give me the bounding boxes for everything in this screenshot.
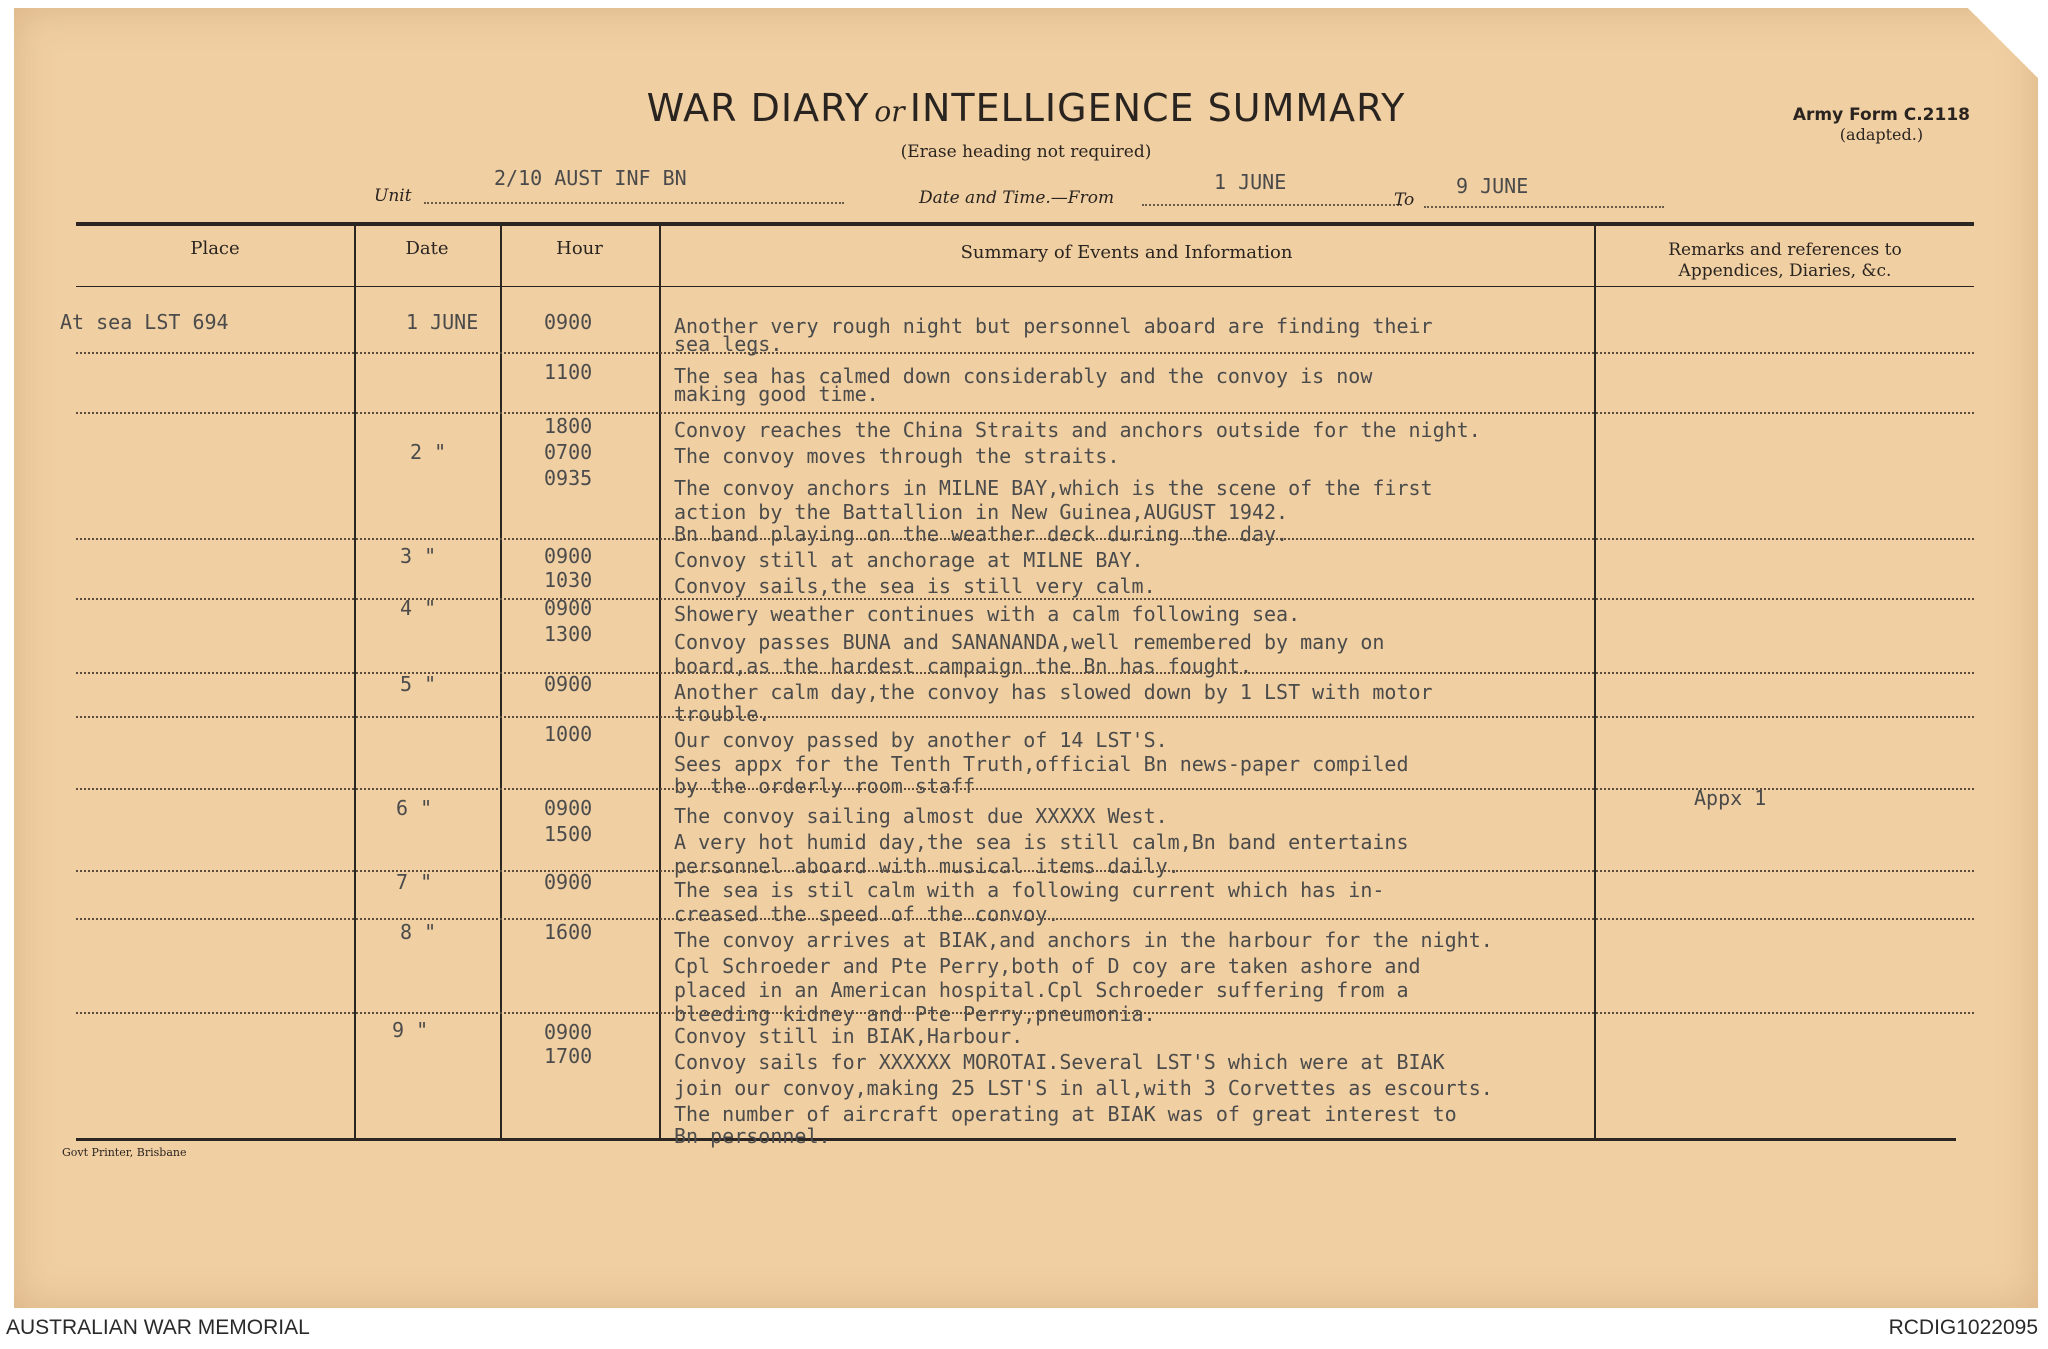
form-number-text: Army Form C.2118 bbox=[1792, 105, 1970, 125]
entry-0-place: At sea LST 694 bbox=[60, 310, 229, 334]
title-war-diary: WAR DIARY bbox=[646, 86, 870, 130]
entry-11-hour: 0900 bbox=[544, 796, 593, 820]
entry-16-line-1: join our convoy,making 25 LST'S in all,with 3 Corvettes as escourts. bbox=[674, 1076, 1493, 1100]
date-to-value: 9 JUNE bbox=[1456, 174, 1529, 198]
entry-10-line-0: Our convoy passed by another of 14 LST'S. bbox=[674, 728, 1168, 752]
row-divider bbox=[76, 1012, 1974, 1014]
entry-5-date: 3 " bbox=[400, 544, 437, 568]
entry-12-line-1: personnel aboard with musical items daily. bbox=[674, 854, 1180, 878]
entry-11-line-0: The convoy sailing almost due XXXXX West. bbox=[674, 804, 1168, 828]
diary-sheet bbox=[14, 8, 2038, 1308]
col-rule-hour bbox=[659, 222, 661, 1138]
column-header-place: Place bbox=[190, 238, 240, 259]
entry-14-date: 8 " bbox=[400, 920, 437, 944]
entry-12-line-0: A very hot humid day,the sea is still calm,Bn band entertains bbox=[674, 830, 1409, 854]
entry-1-line-1: making good time. bbox=[674, 382, 879, 406]
entry-8-hour: 1300 bbox=[544, 622, 593, 646]
entry-16-line-3: Bn personnel. bbox=[674, 1124, 831, 1148]
remarks-header-line2: Appendices, Diaries, &c. bbox=[1678, 261, 1892, 281]
entry-16-hour: 1700 bbox=[544, 1044, 593, 1068]
entry-8-line-0: Convoy passes BUNA and SANANANDA,well remembered by many on bbox=[674, 630, 1385, 654]
footer-image-id: RCDIG1022095 bbox=[1888, 1316, 2038, 1339]
row-divider bbox=[76, 598, 1974, 600]
table-top-rule bbox=[76, 222, 1974, 226]
entry-13-line-1: creased the speed of the convoy. bbox=[674, 902, 1060, 926]
col-rule-place bbox=[354, 222, 356, 1138]
entry-7-hour: 0900 bbox=[544, 596, 593, 620]
row-divider bbox=[76, 538, 1974, 540]
column-header-hour: Hour bbox=[556, 238, 603, 259]
entry-13-date: 7 " bbox=[396, 870, 433, 894]
row-divider bbox=[76, 352, 1974, 354]
entry-5-line-0: Convoy still at anchorage at MILNE BAY. bbox=[674, 548, 1144, 572]
entry-1-hour: 1100 bbox=[544, 360, 593, 384]
col-rule-date bbox=[500, 222, 502, 1138]
entry-10-line-2: by the orderly room staff bbox=[674, 774, 976, 798]
entry-16-line-0: Convoy sails for XXXXXX MOROTAI.Several LST'S which were at BIAK bbox=[674, 1050, 1445, 1074]
entry-3-hour: 0700 bbox=[544, 440, 593, 464]
unit-value: 2/10 AUST INF BN bbox=[494, 166, 687, 190]
entry-7-line-0: Showery weather continues with a calm following sea. bbox=[674, 602, 1301, 626]
entry-9-line-1: trouble. bbox=[674, 702, 771, 726]
row-divider bbox=[76, 788, 1974, 790]
form-adapted: (adapted.) bbox=[1839, 125, 1924, 144]
entry-9-hour: 0900 bbox=[544, 672, 593, 696]
date-to-dots bbox=[1424, 206, 1664, 208]
column-header-remarks bbox=[1596, 240, 1974, 282]
entry-4-line-0: The convoy anchors in MILNE BAY,which is the scene of the first bbox=[674, 476, 1433, 500]
table-bottom-rule bbox=[76, 1138, 1956, 1141]
title-or: or bbox=[874, 95, 905, 128]
printer-imprint: Govt Printer, Brisbane bbox=[62, 1146, 187, 1159]
entry-10-line-1: Sees appx for the Tenth Truth,official Bn news-paper compiled bbox=[674, 752, 1409, 776]
column-header-date: Date bbox=[405, 238, 449, 259]
entry-2-line-0: Convoy reaches the China Straits and anchors outside for the night. bbox=[674, 418, 1481, 442]
entry-8-line-1: board,as the hardest campaign the Bn has fought. bbox=[674, 654, 1252, 678]
entry-4-hour: 0935 bbox=[544, 466, 593, 490]
date-from-value: 1 JUNE bbox=[1214, 170, 1287, 194]
entry-14-hour: 1600 bbox=[544, 920, 593, 944]
entry-6-line-0: Convoy sails,the sea is still very calm. bbox=[674, 574, 1156, 598]
entry-14-line-1: Cpl Schroeder and Pte Perry,both of D coy are taken ashore and bbox=[674, 954, 1421, 978]
date-from-dots bbox=[1142, 204, 1402, 206]
entry-15-line-0: Convoy still in BIAK,Harbour. bbox=[674, 1024, 1024, 1048]
entry-2-hour: 1800 bbox=[544, 414, 593, 438]
entry-4-line-1: action by the Battallion in New Guinea,AUGUST 1942. bbox=[674, 500, 1289, 524]
row-divider bbox=[76, 672, 1974, 674]
unit-dots bbox=[424, 202, 844, 204]
row-divider bbox=[76, 918, 1974, 920]
entry-7-date: 4 " bbox=[400, 596, 437, 620]
entry-9-date: 5 " bbox=[400, 672, 437, 696]
entry-13-hour: 0900 bbox=[544, 870, 593, 894]
date-from-label: Date and Time.—From bbox=[919, 188, 1115, 208]
entry-16-line-2: The number of aircraft operating at BIAK was of great interest to bbox=[674, 1102, 1457, 1126]
page-title bbox=[14, 86, 2038, 130]
entry-10-hour: 1000 bbox=[544, 722, 593, 746]
entry-14-line-3: bleeding kidney and Pte Perry,pneumonia. bbox=[674, 1002, 1156, 1026]
unit-label: Unit bbox=[374, 186, 412, 206]
entry-13-line-0: The sea is stil calm with a following current which has in- bbox=[674, 878, 1385, 902]
entry-6-hour: 1030 bbox=[544, 568, 593, 592]
column-header-summary: Summary of Events and Information bbox=[960, 242, 1293, 263]
entry-1-line-0: The sea has calmed down considerably and the convoy is now bbox=[674, 364, 1373, 388]
entry-15-hour: 0900 bbox=[544, 1020, 593, 1044]
table-header-rule bbox=[76, 286, 1974, 287]
form-number bbox=[1793, 105, 1970, 144]
row-divider bbox=[76, 716, 1974, 718]
entry-14-line-0: The convoy arrives at BIAK,and anchors in the harbour for the night. bbox=[674, 928, 1493, 952]
entry-0-line-0: Another very rough night but personnel aboard are finding their bbox=[674, 314, 1433, 338]
entry-14-line-2: placed in an American hospital.Cpl Schroeder suffering from a bbox=[674, 978, 1409, 1002]
entry-3-line-0: The convoy moves through the straits. bbox=[674, 444, 1120, 468]
entry-0-line-1: sea legs. bbox=[674, 332, 783, 356]
date-to-label: To bbox=[1394, 190, 1415, 210]
entry-5-hour: 0900 bbox=[544, 544, 593, 568]
erase-note: (Erase heading not required) bbox=[900, 142, 1152, 162]
footer-archive-name: AUSTRALIAN WAR MEMORIAL bbox=[6, 1316, 310, 1339]
row-divider bbox=[76, 870, 1974, 872]
remarks-header-line1: Remarks and references to bbox=[1668, 240, 1902, 260]
entry-3-date: 2 " bbox=[410, 440, 447, 464]
title-intelligence-summary: INTELLIGENCE SUMMARY bbox=[909, 86, 1406, 130]
entry-0-date: 1 JUNE bbox=[406, 310, 479, 334]
entry-9-line-0: Another calm day,the convoy has slowed down by 1 LST with motor bbox=[674, 680, 1433, 704]
entry-4-line-2: Bn band playing on the weather deck during the day. bbox=[674, 522, 1289, 546]
entry-11-date: 6 " bbox=[396, 796, 433, 820]
entry-15-date: 9 " bbox=[392, 1018, 429, 1042]
entry-10-remark: Appx 1 bbox=[1694, 786, 1767, 810]
col-rule-summary bbox=[1594, 222, 1596, 1138]
entry-12-hour: 1500 bbox=[544, 822, 593, 846]
entry-0-hour: 0900 bbox=[544, 310, 593, 334]
row-divider bbox=[76, 412, 1974, 414]
